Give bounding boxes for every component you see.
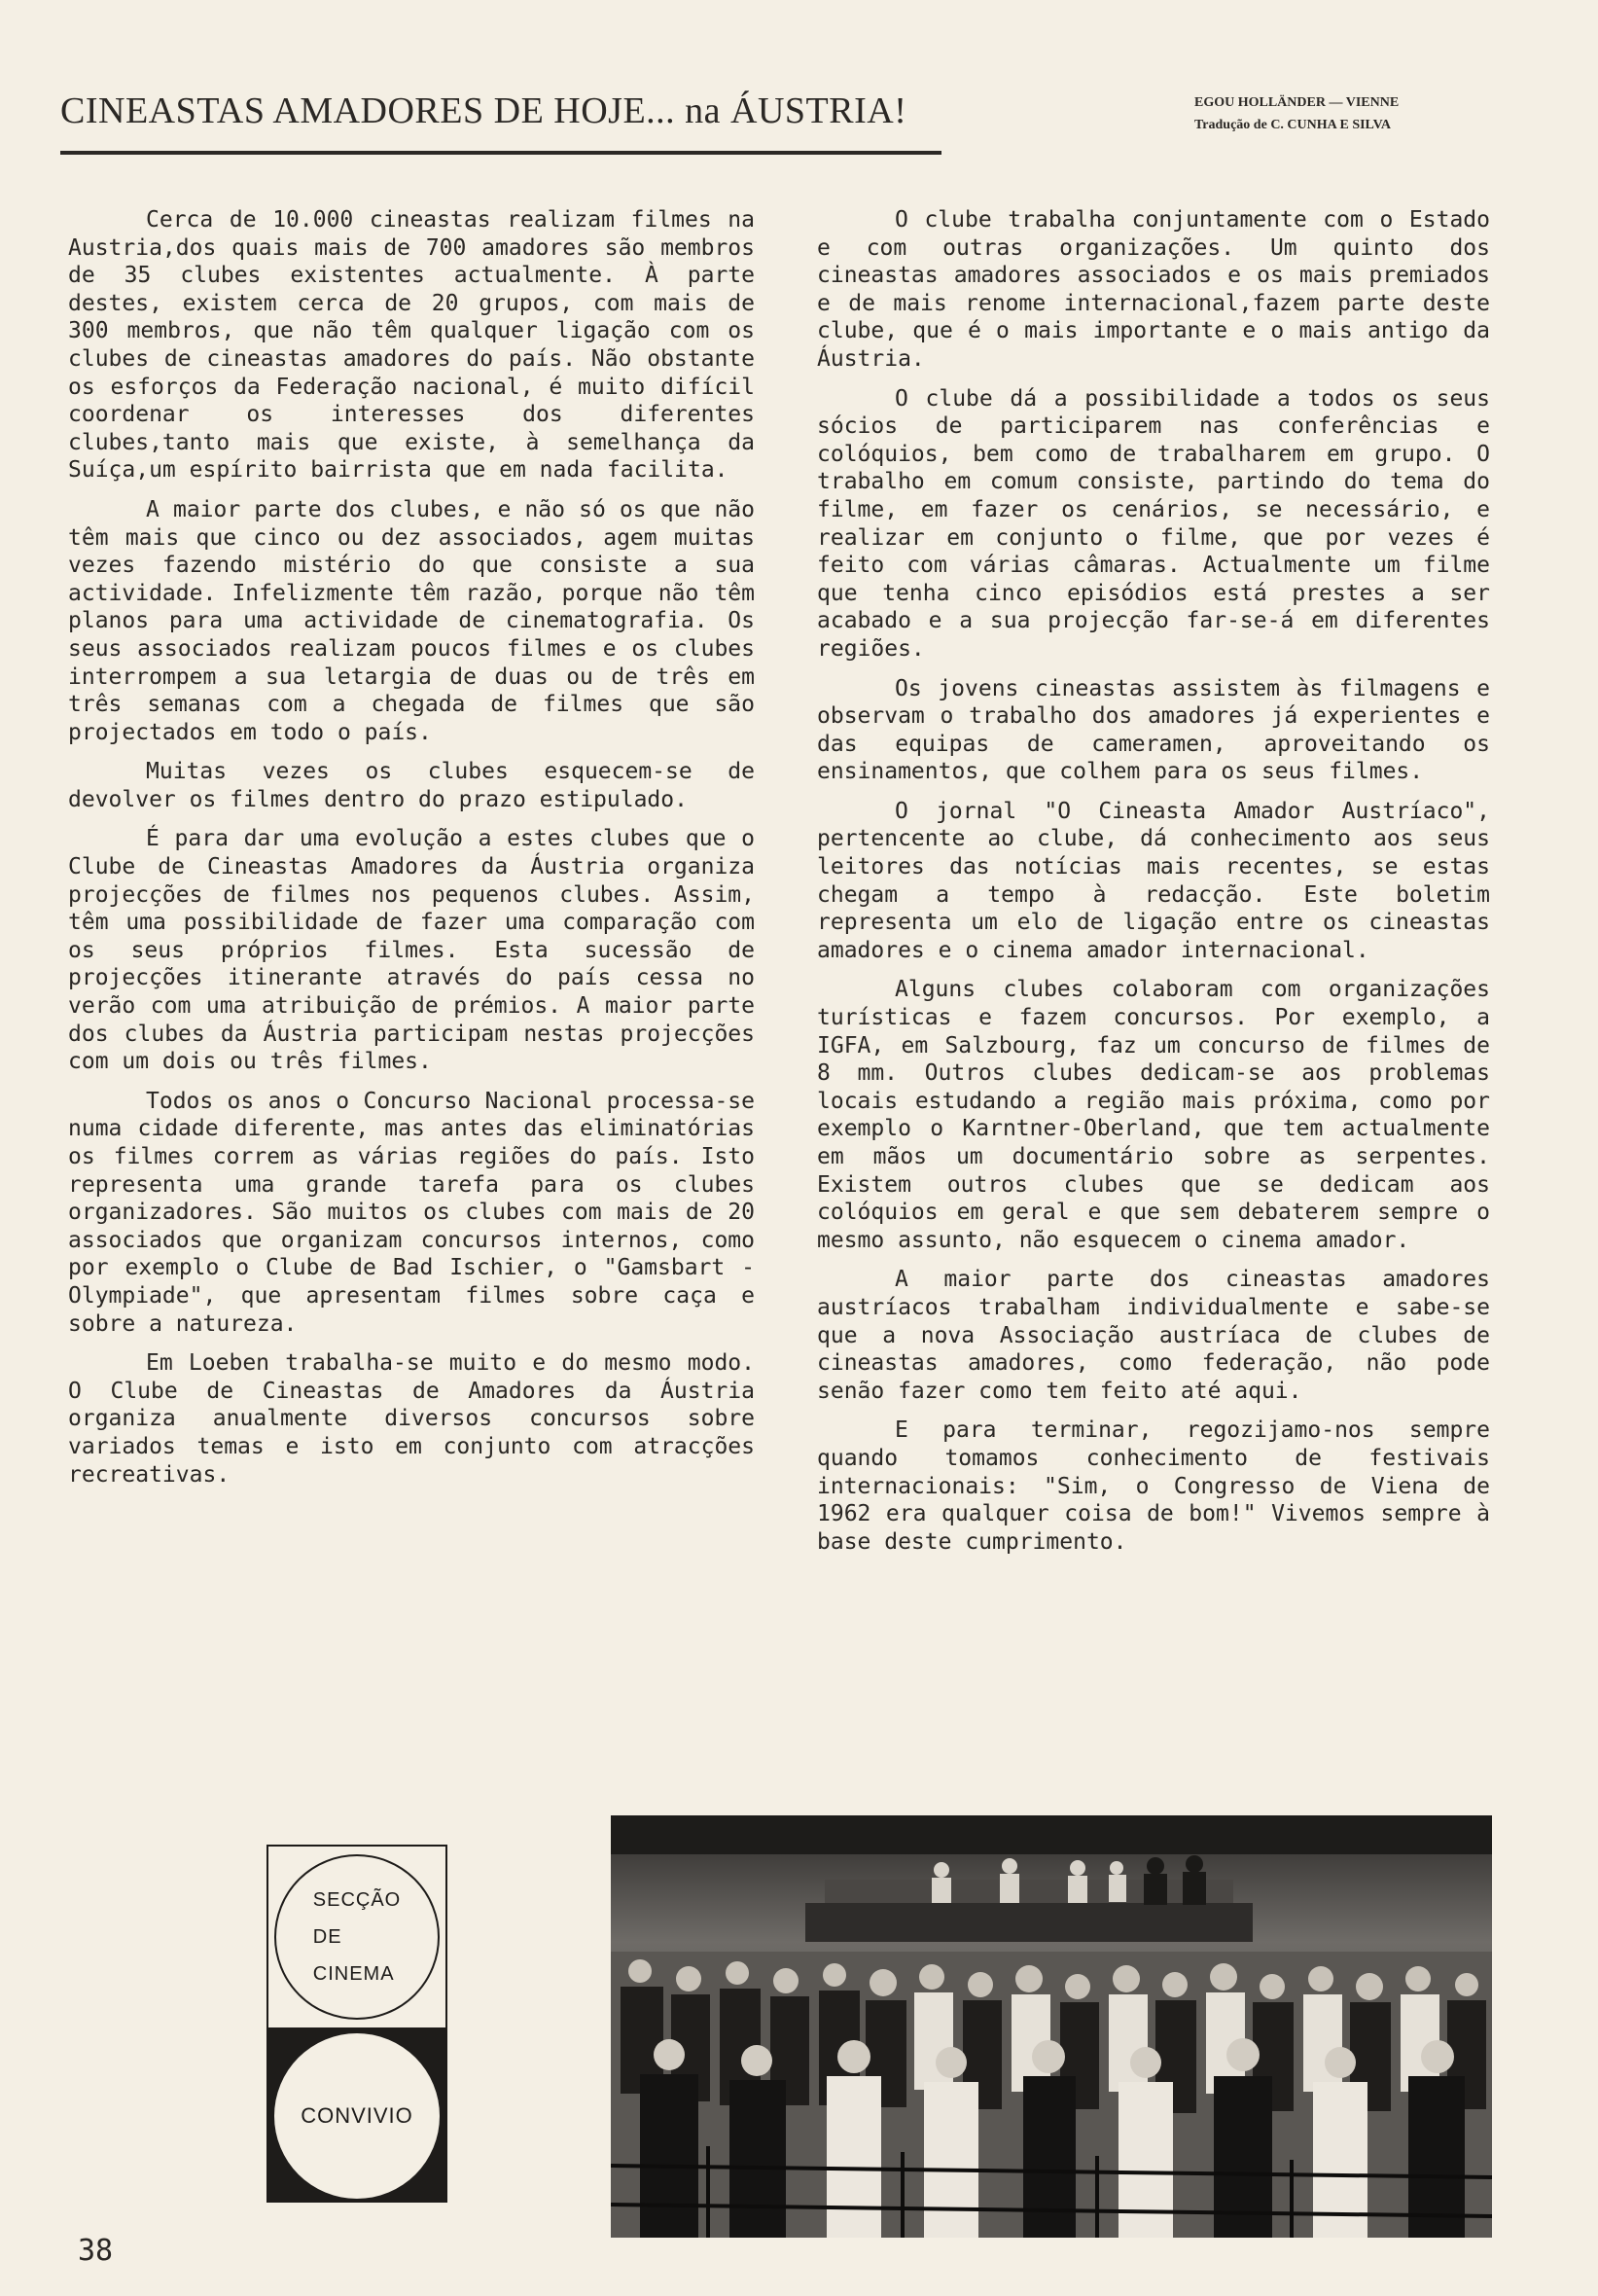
paragraph: Os jovens cineastas assistem às filmagens e observam o trabalho dos amadores já experientes e das equipas de cameramen, aproveitando os ensinamentos, que colhem para os seus filmes. (817, 675, 1490, 785)
left-column (68, 206, 755, 1500)
paragraph: Cerca de 10.000 cineastas realizam filmes na Austria,dos quais mais de 700 amadores são membros de 35 clubes existentes actualmente. À parte destes, existem cerca de 20 grupos, com mais de 300 membros, que não têm qualquer ligação com os clubes de cineastas amadores do país. Não obstante os esforços da Federação nacional, é muito difícil coordenar os interesses dos diferentes clubes,tanto mais que existe, à semelhança da Suíça,um espírito bairrista que em nada facilita. (68, 207, 755, 484)
paragraph: A maior parte dos clubes, e não só os que não têm mais que cinco ou dez associados, agem muitas vezes fazendo mistério do que consiste a sua actividade. Infelizmente têm razão, porque não têm planos para uma actividade de cinematografia. Os seus associados realizam poucos filmes e os clubes interrompem a sua letargia de duas ou de três em três semanas com a chegada de filmes que são projectados em todo o país. (68, 496, 755, 745)
paragraph: E para terminar, regozijamo-nos sempre quando tomamos conhecimento de festivais internacionais: "Sim, o Congresso de Viena de 1962 era qualquer coisa de bom!" Vivemos sempre à base deste cumprimento. (817, 1417, 1490, 1555)
translator-credit (1194, 114, 1564, 136)
right-column (817, 206, 1490, 1567)
page-number: 38 (78, 2234, 114, 2268)
translator-name: C. CUNHA E SILVA (1270, 118, 1392, 132)
title-rule (60, 151, 941, 155)
paragraph: Todos os anos o Concurso Nacional processa-se numa cidade diferente, mas antes das eliminatórias os filmes correm as várias regiões do país. Isto representa uma grande tarefa para os clubes organizadores. São muitos os clubes com mais de 20 associados que organizam concursos internos, como por exemplo o Clube de Bad Ischier, o "Gamsbart -Olympiade", que apresentam filmes sobre caça e sobre a natureza. (68, 1088, 755, 1337)
badge-circle-top (274, 1854, 440, 2020)
article-title: CINEASTAS AMADORES DE HOJE... na ÁUSTRIA! (60, 90, 907, 131)
paragraph: Muitas vezes os clubes esquecem-se de devolver os filmes dentro do prazo estipulado. (68, 759, 755, 812)
badge-top (268, 1847, 445, 2027)
paragraph: Em Loeben trabalha-se muito e do mesmo modo. O Clube de Cineastas de Amadores da Áustria organiza anualmente diversos concursos sobre variados temas e isto em conjunto com atracções recreativas. (68, 1350, 755, 1488)
paragraph: Alguns clubes colaboram com organizações turísticas e fazem concursos. Por exemplo, a IGFA, em Salzbourg, faz um concurso de filmes de 8 mm. Outros clubes dedicam-se aos problemas locais estudando a região mais próxima, como por exemplo o Karntner-Oberland, que tem actualmente em mãos um documentário sobre as serpentes. Existem outros clubes que se dedicam aos colóquios em geral e que sem debaterem sempre o mesmo assunto, não esquecem o cinema amador. (817, 977, 1490, 1253)
badge-line-2: DE (312, 1926, 342, 1948)
badge-bottom (268, 2027, 445, 2203)
audience-photo-image (611, 1815, 1492, 2238)
translation-prefix: Tradução de (1194, 118, 1267, 132)
seccao-cinema-badge (266, 1845, 447, 2203)
paragraph: O clube trabalha conjuntamente com o Estado e com outras organizações. Um quinto dos cineastas amadores associados e os mais premiados e de mais renome internacional,fazem parte deste clube, que é o mais importante e o mais antigo da Áustria. (817, 207, 1490, 372)
paragraph: O jornal "O Cineasta Amador Austríaco", pertencente ao clube, dá conhecimento aos seus leitores das notícias mais recentes, se estas chegam a tempo à redacção. Este boletim representa um elo de ligação entre os cineastas amadores e o cinema amador internacional. (817, 798, 1490, 963)
paragraph: A maior parte dos cineastas amadores austríacos trabalham individualmente e sabe-se que a nova Associação austríaca de clubes de cineastas amadores, como federação, não pode senão fazer como tem feito até aqui. (817, 1267, 1490, 1404)
paragraph: O clube dá a possibilidade a todos os seus sócios de participarem nas conferências e colóquios, bem como de trabalharem em grupo. O trabalho em comum consiste, partindo do tema do filme, em fazer os cenários, se necessário, e realizar em conjunto o filme, que por vezes é feito com várias câmaras. Actualmente um filme que tenha cinco episódios está prestes a ser acabado e a sua projecção far-se-á em diferentes regiões. (817, 385, 1490, 662)
paragraph: É para dar uma evolução a estes clubes que o Clube de Cineastas Amadores da Áustria organiza projecções de filmes nos pequenos clubes. Assim, têm uma possibilidade de fazer uma comparação com os seus próprios filmes. Esta sucessão de projecções itinerante através do país cessa no verão com uma atribuição de prémios. A maior parte dos clubes da Áustria participam nestas projecções com um dois ou três filmes. (68, 826, 755, 1075)
author-credit: EGOU HOLLÄNDER — VIENNE (1194, 95, 1400, 110)
badge-line-3: CINEMA (312, 1963, 395, 1985)
audience-photo (611, 1815, 1492, 2238)
badge-line-1: SECÇÃO (312, 1889, 402, 1911)
badge-convivio-label: CONVIVIO (301, 2103, 413, 2128)
byline (1194, 91, 1564, 136)
badge-circle-bottom (274, 2033, 440, 2199)
